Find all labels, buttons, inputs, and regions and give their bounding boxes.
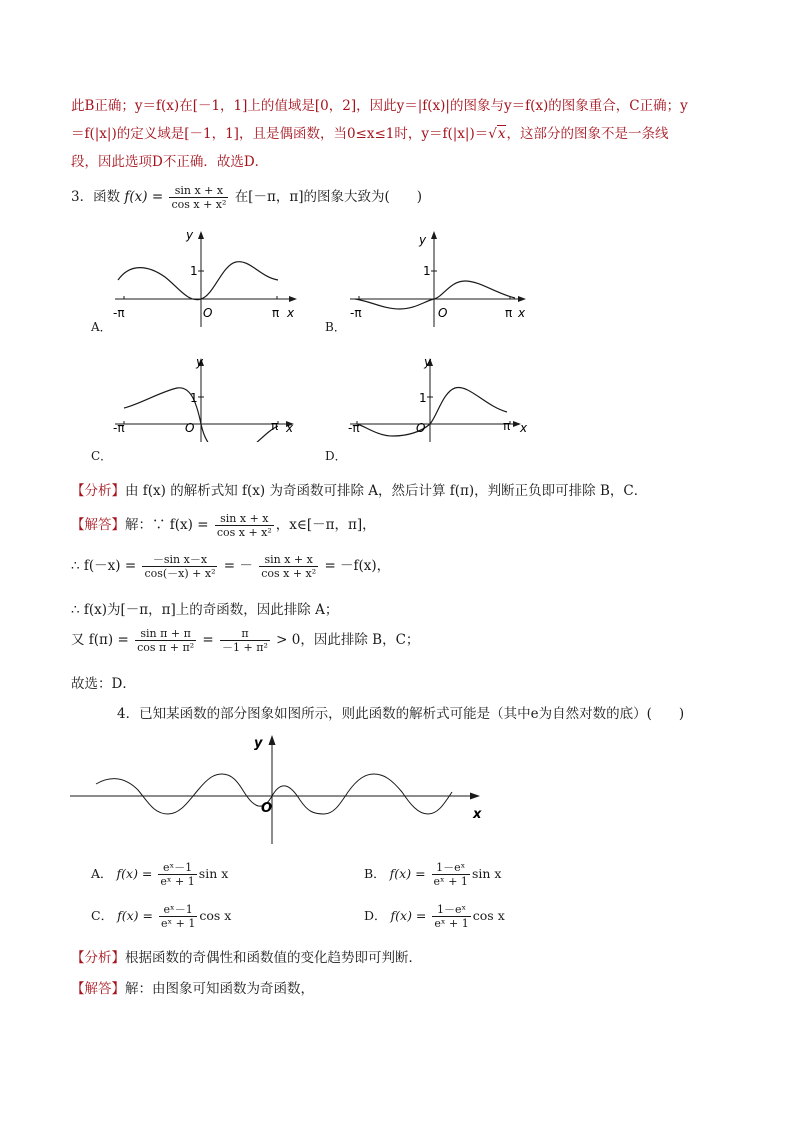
option-fraction bbox=[432, 903, 470, 930]
y-label: y bbox=[196, 355, 204, 369]
pi-label: π bbox=[272, 306, 280, 320]
l4-mid: = bbox=[202, 632, 214, 648]
q3-solution-line-5: 故选：D． bbox=[71, 676, 136, 692]
one-label: 1 bbox=[419, 391, 427, 405]
graph-c bbox=[110, 352, 305, 442]
origin-label: O bbox=[261, 801, 273, 816]
l2-den-2: cos x + x² bbox=[261, 567, 317, 580]
q3-den: cos x + x² bbox=[171, 198, 227, 211]
q4-analysis bbox=[71, 946, 422, 966]
l2-mid: = － bbox=[223, 558, 253, 574]
q3-solution-line-2 bbox=[71, 553, 390, 580]
graph-a-label: A． bbox=[91, 320, 112, 334]
q4-stem: 4．已知某函数的部分图象如图所示，则此函数的解析式可能是（其中e为自然对数的底）( ) bbox=[117, 706, 685, 722]
graph-d bbox=[345, 352, 540, 442]
option-tail: cos x bbox=[199, 908, 232, 923]
y-arrow-icon bbox=[431, 231, 437, 239]
q4-option-d[interactable] bbox=[364, 903, 505, 930]
q3-solution-line-3: ∴ f(x)为[－π，π]上的奇函数，因此排除 A； bbox=[71, 602, 339, 618]
option-fx: f(x) = bbox=[116, 866, 153, 881]
option-num: eˣ－1 bbox=[158, 861, 196, 875]
option-den: eˣ + 1 bbox=[434, 917, 469, 930]
q4-option-c[interactable] bbox=[91, 903, 231, 930]
option-tail: sin x bbox=[198, 866, 229, 881]
option-fraction bbox=[158, 861, 196, 888]
option-num: 1－eˣ bbox=[432, 903, 470, 917]
l4-den-1: cos π + π² bbox=[137, 641, 195, 654]
one-label: 1 bbox=[190, 391, 198, 405]
neg-pi-label: -π bbox=[113, 306, 125, 320]
l4-num-2: π bbox=[220, 627, 270, 641]
curve bbox=[118, 262, 278, 300]
intro-line-3: 段，因此选项D不正确．故选D． bbox=[71, 154, 269, 170]
analysis-text: 由 f(x) 的解析式知 f(x) 为奇函数可排除 A，然后计算 f(π)，判断正负即可排除 B，C． bbox=[125, 483, 648, 499]
curve bbox=[357, 388, 507, 436]
analysis-tag: 【分析】 bbox=[71, 483, 125, 499]
option-den: eˣ + 1 bbox=[160, 917, 196, 930]
option-den: eˣ + 1 bbox=[433, 875, 468, 888]
q3-prefix: 3．函数 bbox=[71, 189, 121, 205]
y-label: y bbox=[186, 228, 194, 242]
option-tail: cos x bbox=[472, 908, 505, 923]
origin-label: O bbox=[203, 306, 213, 320]
solution-text: 解：由图象可知函数为奇函数， bbox=[125, 981, 314, 997]
graph-b-label: B． bbox=[325, 320, 346, 334]
x-arrow-icon bbox=[470, 793, 480, 800]
q4-option-b[interactable] bbox=[364, 861, 501, 888]
y-label: y bbox=[419, 233, 427, 247]
neg-pi-label: -π bbox=[350, 306, 362, 320]
analysis-tag: 【分析】 bbox=[71, 950, 125, 966]
q4-solution bbox=[71, 977, 314, 997]
one-label: 1 bbox=[190, 264, 198, 278]
solution-num: sin x + x bbox=[215, 512, 274, 526]
option-tail: sin x bbox=[471, 866, 502, 881]
x-label: x bbox=[287, 306, 295, 320]
option-fx: f(x) = bbox=[390, 908, 427, 923]
l4-suffix: > 0，因此排除 B，C； bbox=[276, 632, 420, 648]
option-fraction bbox=[432, 861, 470, 888]
origin-label: O bbox=[438, 306, 448, 320]
l2-den-1: cos(－x) + x² bbox=[144, 567, 216, 580]
graph-a bbox=[110, 225, 305, 330]
solution-den: cos x + x² bbox=[216, 526, 272, 539]
q3-fx: f(x) = bbox=[124, 189, 164, 205]
intro-line-1: 此B正确；y＝f(x)在[－1，1]上的值域是[0，2]，因此y＝|f(x)|的图象与y＝f(x)的图象重合，C正确；y bbox=[71, 98, 688, 114]
option-fraction bbox=[159, 903, 197, 930]
option-den: eˣ + 1 bbox=[160, 875, 195, 888]
l4-num-1: sin π + π bbox=[135, 627, 196, 641]
l2-fraction-2 bbox=[259, 553, 318, 580]
y-label: y bbox=[424, 355, 432, 369]
intro-line-2b: ，这部分的图象不是一条线 bbox=[506, 126, 669, 142]
q3-suffix: 在[－π，π]的图象大致为( ) bbox=[234, 189, 422, 205]
x-label: x bbox=[518, 306, 526, 320]
x-arrow-icon bbox=[289, 296, 297, 302]
l4-den-2: －1 + π² bbox=[222, 641, 268, 654]
graph-c-label: C． bbox=[91, 449, 113, 463]
l2-fraction-1 bbox=[142, 553, 217, 580]
option-num: eˣ－1 bbox=[159, 903, 197, 917]
q3-fraction bbox=[169, 184, 228, 211]
sqrt-expression: √x bbox=[488, 126, 506, 142]
y-arrow-icon bbox=[198, 231, 204, 239]
l2-num-1: －sin x－x bbox=[142, 553, 217, 567]
one-label: 1 bbox=[423, 264, 431, 278]
wave-curve bbox=[96, 774, 452, 814]
solution-prefix: 解：∵ f(x) = bbox=[125, 517, 209, 533]
pi-label: π bbox=[271, 419, 279, 433]
curve bbox=[355, 281, 515, 309]
q4-graph bbox=[68, 732, 493, 844]
option-label: A． bbox=[91, 866, 113, 881]
q3-solution-line-4 bbox=[71, 627, 419, 654]
neg-pi-label: -π bbox=[348, 421, 360, 435]
l4-fraction-1 bbox=[135, 627, 196, 654]
option-label: B． bbox=[364, 866, 386, 881]
q3-analysis bbox=[71, 479, 647, 499]
origin-label: O bbox=[185, 421, 195, 435]
y-label: y bbox=[254, 736, 263, 751]
l4-fraction-2 bbox=[220, 627, 270, 654]
q3-num: sin x + x bbox=[169, 184, 228, 198]
pi-label: π bbox=[505, 306, 513, 320]
x-label: x bbox=[286, 421, 294, 435]
graph-d-label: D． bbox=[325, 449, 347, 463]
l2-num-2: sin x + x bbox=[259, 553, 318, 567]
origin-label: O bbox=[416, 421, 426, 435]
pi-label: π bbox=[503, 419, 511, 433]
l2-suffix: = －f(x)， bbox=[324, 558, 391, 574]
y-arrow-icon bbox=[269, 735, 276, 745]
l2-prefix: ∴ f(－x) = bbox=[71, 558, 137, 574]
q4-option-a[interactable] bbox=[91, 861, 228, 888]
solution-suffix: ，x∈[－π，π]， bbox=[275, 517, 376, 533]
intro-line-2 bbox=[71, 122, 668, 142]
neg-pi-label: -π bbox=[113, 421, 125, 435]
intro-line-2a: ＝f(|x|)的定义域是[－1，1]，且是偶函数，当0≤x≤1时，y＝f(|x|)＝ bbox=[71, 126, 489, 142]
solution-tag: 【解答】 bbox=[71, 517, 125, 533]
solution-tag: 【解答】 bbox=[71, 981, 125, 997]
x-label: x bbox=[520, 421, 528, 435]
l4-prefix: 又 f(π) = bbox=[71, 632, 129, 648]
x-arrow-icon bbox=[518, 296, 526, 302]
solution-fraction bbox=[215, 512, 274, 539]
graph-b bbox=[345, 225, 540, 330]
q3-solution-line-1 bbox=[71, 512, 376, 539]
q3-stem bbox=[71, 184, 422, 211]
x-label: x bbox=[473, 807, 482, 822]
option-label: C． bbox=[91, 908, 114, 923]
option-fx: f(x) = bbox=[389, 866, 426, 881]
option-num: 1－eˣ bbox=[432, 861, 470, 875]
option-label: D． bbox=[364, 908, 387, 923]
option-fx: f(x) = bbox=[117, 908, 153, 923]
analysis-text: 根据函数的奇偶性和函数值的变化趋势即可判断． bbox=[125, 950, 422, 966]
